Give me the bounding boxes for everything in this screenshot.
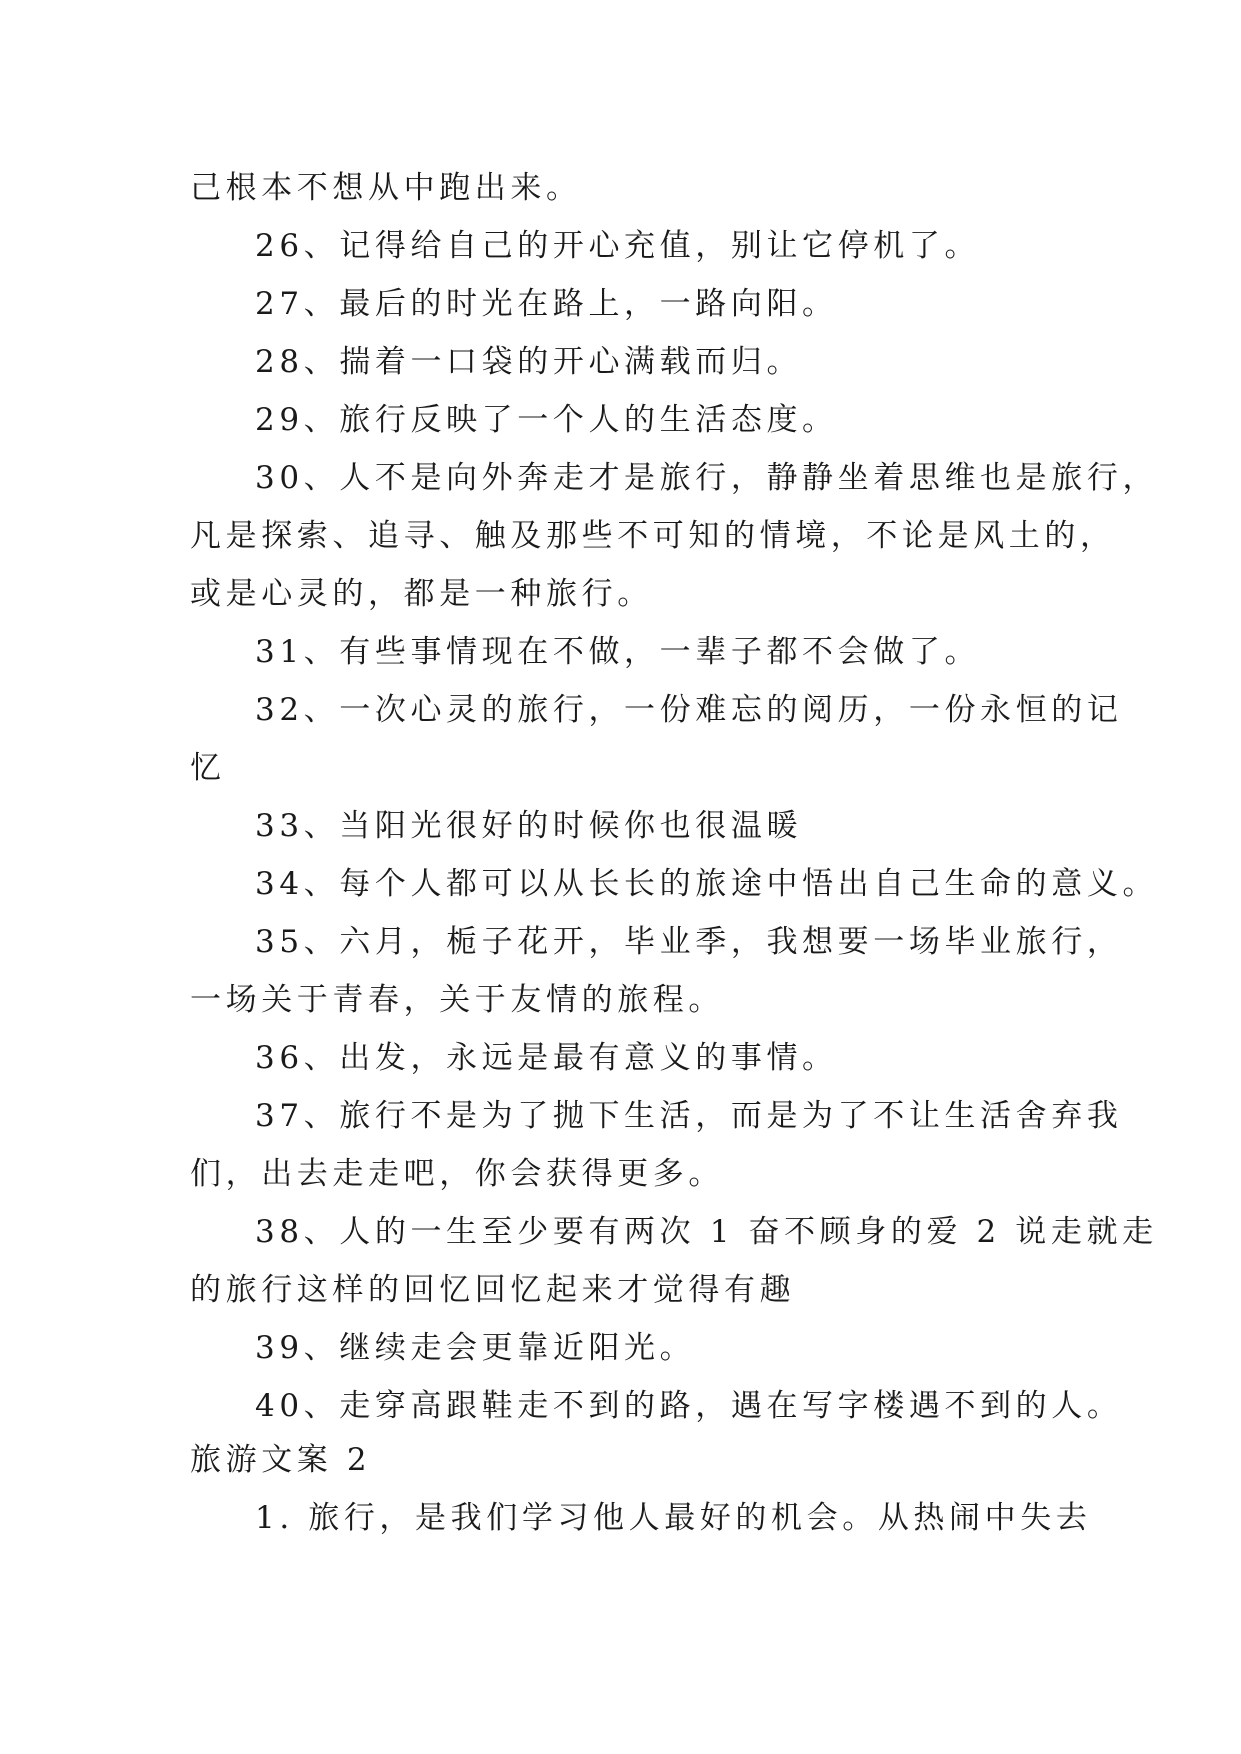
text-line: 36、出发，永远是最有意义的事情。 — [255, 1040, 838, 1076]
text-line: 33、当阳光很好的时候你也很温暖 — [255, 808, 803, 844]
text-line: 32、一次心灵的旅行，一份难忘的阅历，一份永恒的记 — [255, 692, 1123, 728]
text-line: 们，出去走走吧，你会获得更多。 — [190, 1156, 724, 1192]
text-line: 1. 旅行，是我们学习他人最好的机会。从热闹中失去 — [255, 1500, 1092, 1536]
text-line: 忆 — [190, 750, 226, 786]
text-line: 39、继续走会更靠近阳光。 — [255, 1330, 696, 1366]
text-line: 34、每个人都可以从长长的旅途中悟出自己生命的意义。 — [255, 866, 1159, 902]
text-line: 30、人不是向外奔走才是旅行，静静坐着思维也是旅行， — [255, 460, 1159, 496]
text-line: 37、旅行不是为了抛下生活，而是为了不让生活舍弃我 — [255, 1098, 1123, 1134]
text-line: 凡是探索、追寻、触及那些不可知的情境，不论是风土的， — [190, 518, 1116, 554]
text-line: 28、揣着一口袋的开心满载而归。 — [255, 344, 803, 380]
text-line: 或是心灵的，都是一种旅行。 — [190, 576, 653, 612]
text-line: 的旅行这样的回忆回忆起来才觉得有趣 — [190, 1272, 796, 1308]
text-line: 38、人的一生至少要有两次 1 奋不顾身的爱 2 说走就走 — [255, 1214, 1158, 1250]
text-line: 29、旅行反映了一个人的生活态度。 — [255, 402, 838, 438]
section-heading: 旅游文案 2 — [190, 1442, 372, 1478]
text-line: 己根本不想从中跑出来。 — [190, 170, 582, 206]
text-line: 一场关于青春，关于友情的旅程。 — [190, 982, 724, 1018]
text-line: 40、走穿高跟鞋走不到的路，遇在写字楼遇不到的人。 — [255, 1388, 1123, 1424]
text-line: 31、有些事情现在不做，一辈子都不会做了。 — [255, 634, 981, 670]
text-line: 26、记得给自己的开心充值，别让它停机了。 — [255, 228, 981, 264]
text-line: 27、最后的时光在路上，一路向阳。 — [255, 286, 838, 322]
text-line: 35、六月，栀子花开，毕业季，我想要一场毕业旅行， — [255, 924, 1123, 960]
